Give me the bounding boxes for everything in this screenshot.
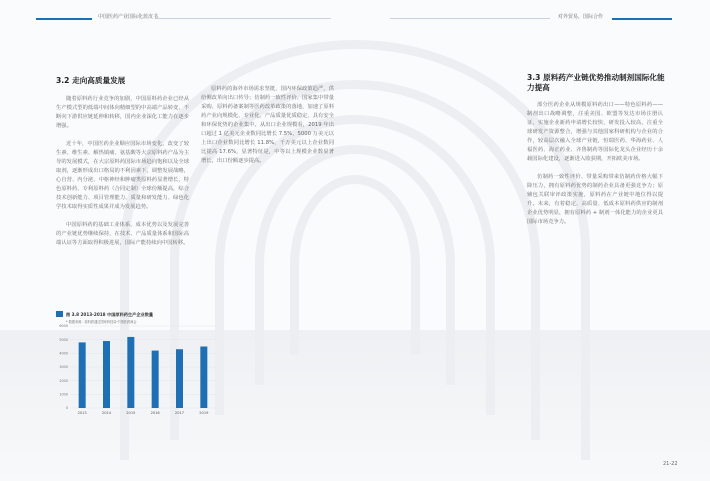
left-column-1 xyxy=(56,95,189,257)
paragraph: 近十年，中国医药企业顺应国际市场变化，改变了较生素、维生素、解热镇痛、氨基酸等大宗原料药产品为主导的发展模式，在大宗原料药国际市场趋向饱和以及全球取剂，逐渐形成出口格局的不利因素下，调整发展战略，心自营、内分泌、中枢神经和肿瘤类原料药显著增长，特色原料药、专利原料药（合同定制）全球份额提高，综合技术创新能力、项目管理能力、质量和研发能力、绿色化学技术取得实质性成果并成为发展趋势。 xyxy=(56,141,189,210)
chart-source: * 数据来源：原料药通过国家科技局·中国医药商会 xyxy=(66,320,137,324)
header-left-title: 中国医药产业国际化蓝皮书 xyxy=(98,14,159,20)
background-arch xyxy=(290,175,420,355)
x-tick-label: 2019 xyxy=(199,411,209,415)
chart-title: 图 3.8 2013-2018 中国原料药生产企业数量 xyxy=(66,312,154,317)
y-tick-label: 4000 xyxy=(59,351,68,356)
paragraph: 原料药的海外市场需求坚挺，国内环保政策趋严，供给侧改革向出口传导；仿制药一致性评价、国家集中带量采购、原料药备案制等医药改革政策的落地，加速了原料药产业向规模化、专业化、产品质量优质稳定、具有安全和环保优势的企业集中。从出口企业规模看，2019 年出口超过 1 亿美元企业数同比增长 7.5%，5000 万美元以上出口企业数同比增长 11.8%，千万美元以上企业数同比提高 17.6%，显著特征是，中等以上规模企业数显著增长，出口份额逐步提高。 xyxy=(201,86,334,164)
bar xyxy=(79,342,86,408)
y-tick-label: 5000 xyxy=(59,337,68,342)
section-heading: 3.2 走向高质量发展 xyxy=(56,76,126,85)
y-tick-label: 0 xyxy=(65,406,68,411)
paragraph: 部分医药企业从规模原料药出口——特色原料药——制剂出口战略调整，注重美国、欧盟等发达市场注册认证，实施企业新药申请增长较快，研发投入较高，注重全球研发产资源整合，增强与其他国家科研机构与企业的合作，较高层次融入全球产业链，恒瑞医药、华海药业、人福医药、海正药业、齐鲁制药等国际化龙头企业经历十余载国际化建设，逐渐进入收获期，开拓欧美市场。 xyxy=(527,102,663,162)
header-accent-line xyxy=(36,18,92,20)
x-tick-label: 2017 xyxy=(174,411,185,415)
page-number: 21-22 xyxy=(663,461,678,467)
header-accent-line xyxy=(612,18,672,20)
bar xyxy=(152,351,159,408)
header-divider xyxy=(155,18,331,19)
header-divider xyxy=(390,18,550,19)
paragraph: 随着原料药行业竞争的加剧，中国原料药企业已经从生产模式型的低端中间体向精细型的中高端产品转变，不断向下游供应链延伸和转移，国内企业深化工能力在逐步增强。 xyxy=(56,96,189,129)
y-tick-label: 6000 xyxy=(59,324,68,329)
x-tick-label: 2013 xyxy=(77,411,87,415)
right-column-1 xyxy=(527,101,663,236)
bar-chart xyxy=(56,310,226,420)
x-tick-label: 2016 xyxy=(150,411,160,415)
paragraph: 中国原料药的基础工业体系、成本优势以及发展完善的产业链优势继续保持，在技术、产品质量体系和国际高端认证等方面取得积极进展，国际产能持续向中国转移。 xyxy=(56,222,189,246)
header-right-title: 对外贸易，国际合作 xyxy=(558,14,604,20)
bar xyxy=(176,349,183,408)
y-tick-label: 3000 xyxy=(59,365,68,370)
x-tick-label: 2015 xyxy=(126,411,136,415)
x-tick-label: 2014 xyxy=(101,411,112,415)
bar xyxy=(200,347,207,409)
section-heading: 3.3 原料药产业链优势推动制剂国际化能力提高 xyxy=(527,73,665,92)
left-column-2 xyxy=(201,85,334,175)
y-tick-label: 1000 xyxy=(59,392,68,397)
bar xyxy=(103,341,110,408)
y-tick-label: 2000 xyxy=(59,378,68,383)
bar xyxy=(127,337,134,408)
paragraph: 仿制药一致性评价、带量采购带来仿制药价格大幅下降压力，拥有原料药优势的制药企业具备更强竞争力；原辅包关联审评政策实施，原料药在产业链中地位得以提升。未来，有着稳定、高质量、低成本原料药供应的制剂企业优势明显，拥有原料药 + 制剂一体化能力的企业更具国际市场竞争力。 xyxy=(527,174,663,225)
